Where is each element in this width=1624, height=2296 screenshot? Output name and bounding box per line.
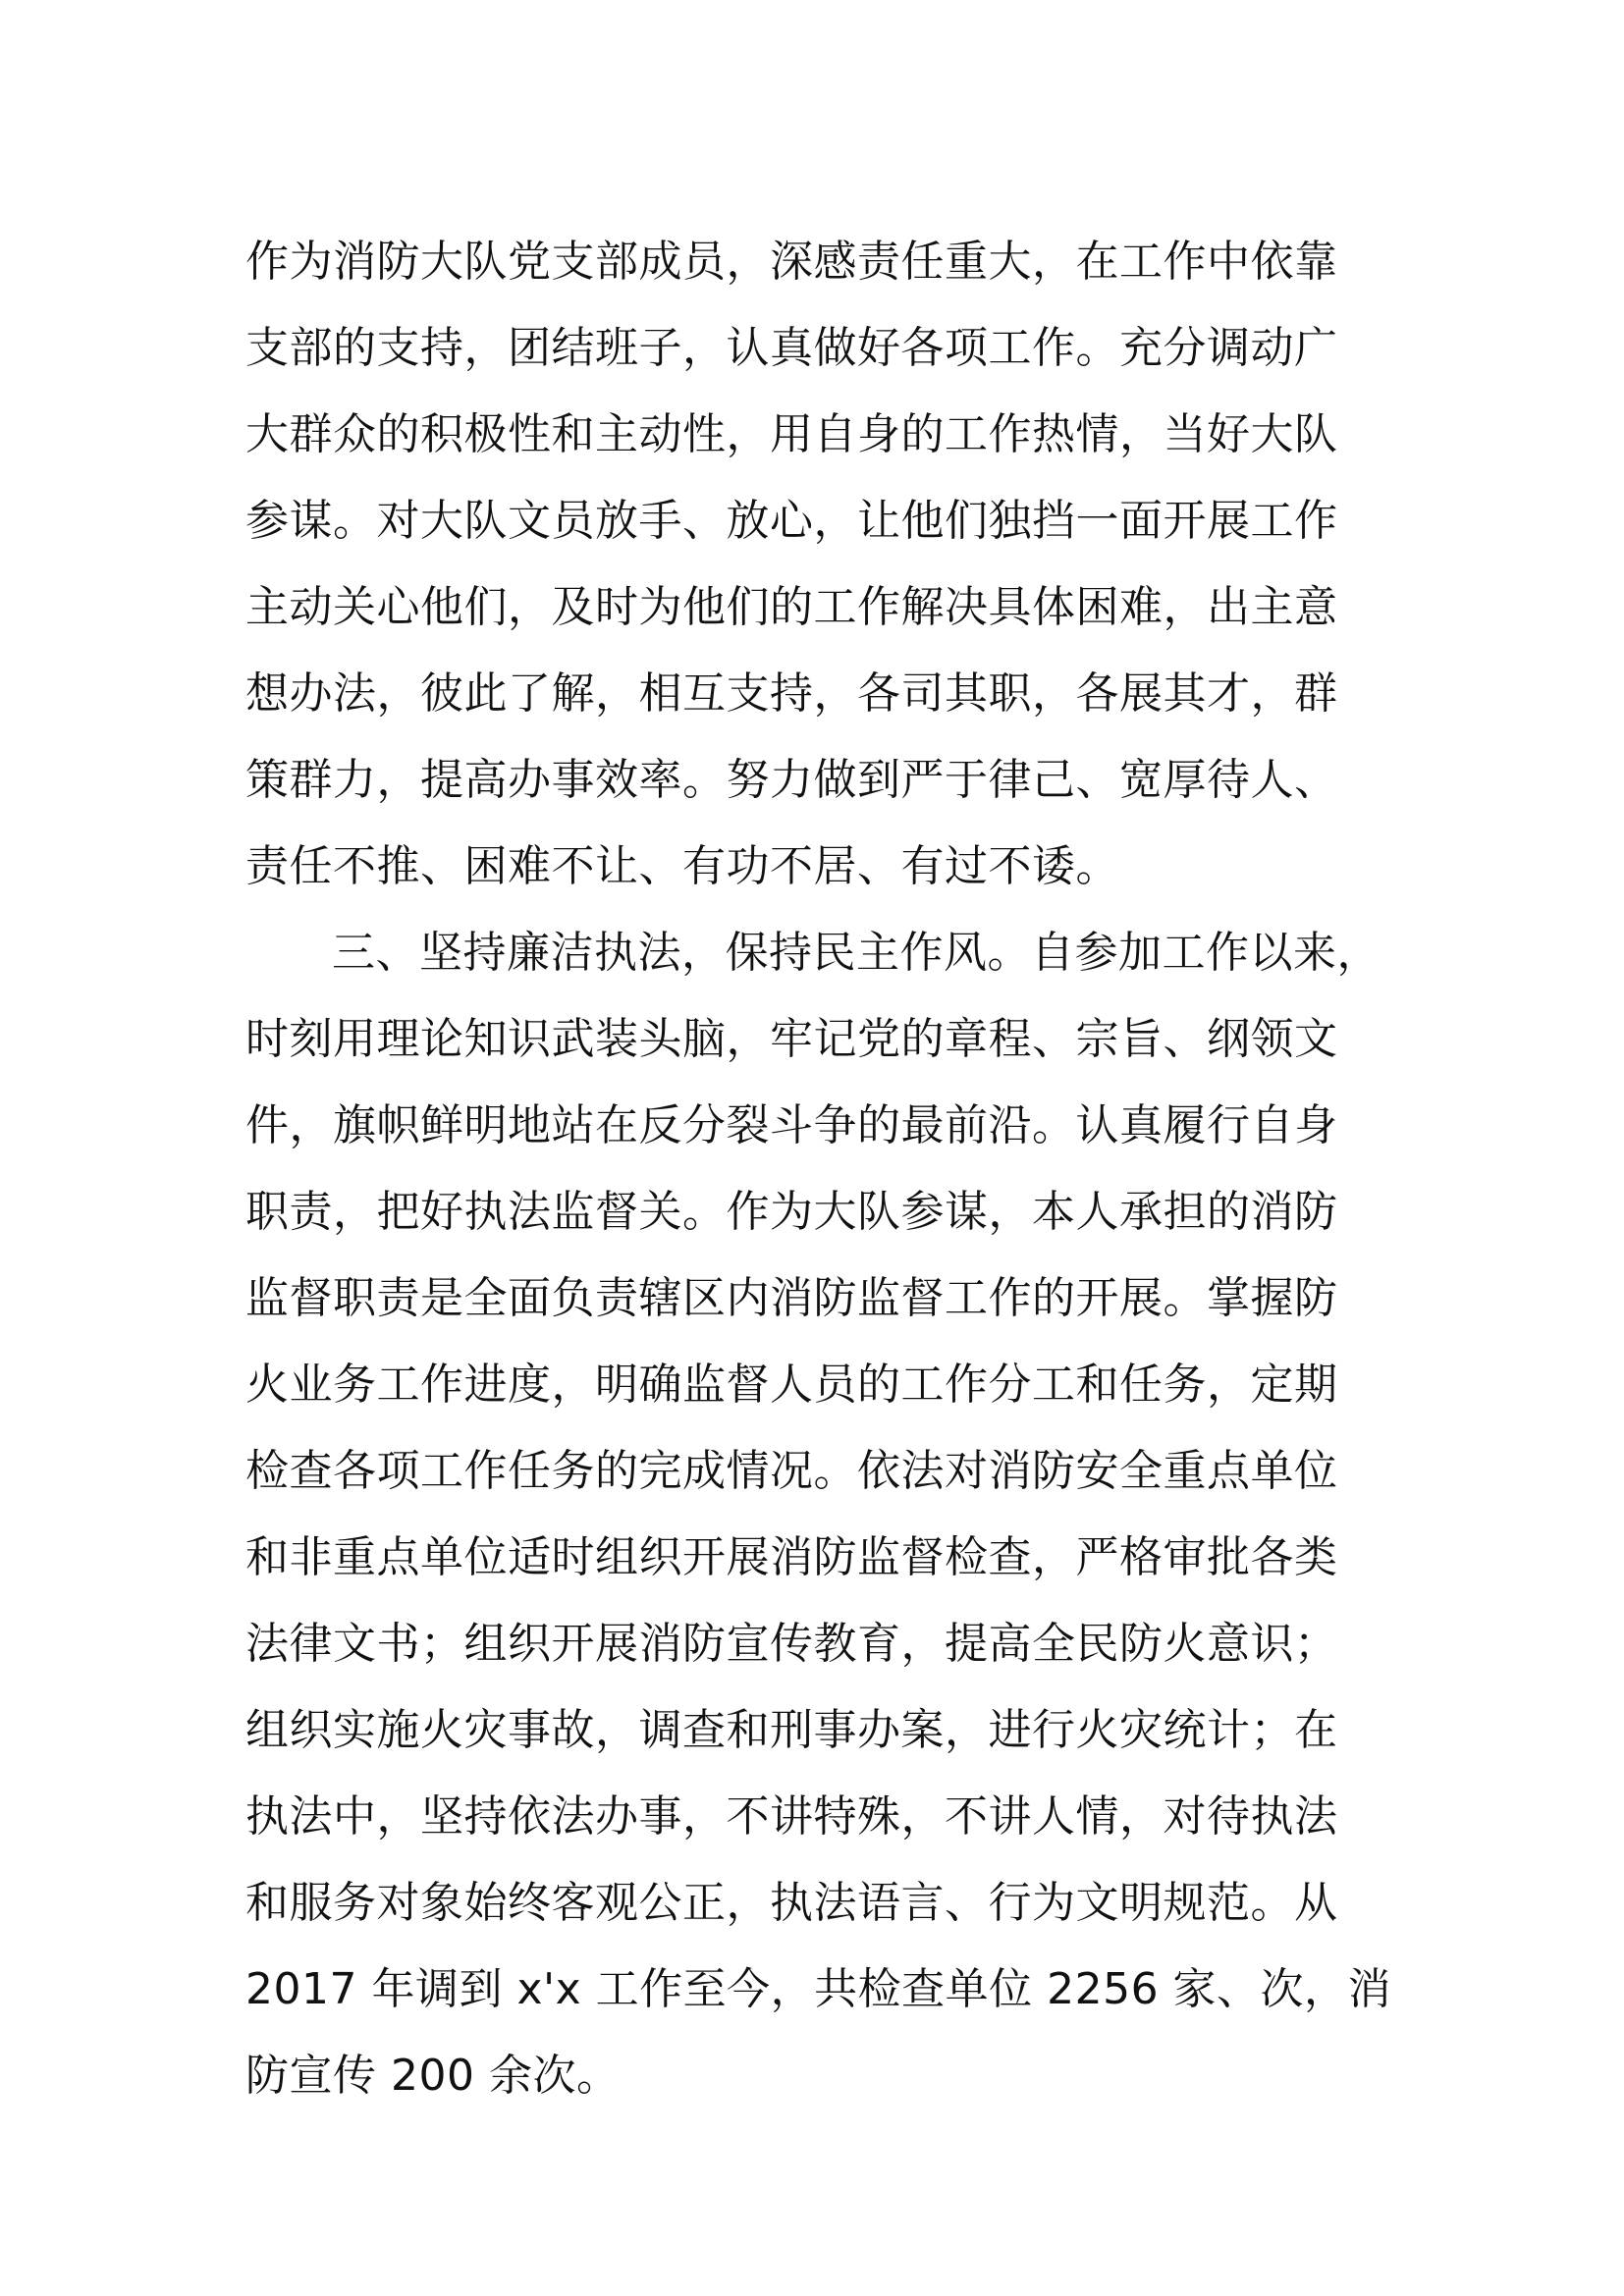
text-line: 件，旗帜鲜明地站在反分裂斗争的最前沿。认真履行自身 [245, 1100, 1338, 1150]
text-line: 组织实施火灾事故，调查和刑事办案，进行火灾统计；在 [245, 1705, 1338, 1755]
text-line: 责任不推、困难不让、有功不居、有过不诿。 [245, 841, 1119, 891]
text-line: 作为消防大队党支部成员，深感责任重大，在工作中依靠 [245, 237, 1338, 287]
text-line: 策群力，提高办事效率。努力做到严于律己、宽厚待人、 [245, 755, 1338, 805]
text-line: 支部的支持，团结班子，认真做好各项工作。充分调动广 [245, 323, 1338, 373]
text-line: 防宣传 200 余次。 [245, 2051, 621, 2101]
text-line: 时刻用理论知识武装头脑，牢记党的章程、宗旨、纲领文 [245, 1014, 1338, 1064]
text-line: 主动关心他们，及时为他们的工作解决具体困难，出主意 [245, 582, 1338, 632]
text-line: 想办法，彼此了解，相互支持，各司其职，各展其才，群 [245, 668, 1338, 719]
text-line: 2017 年调到 x'x 工作至今，共检查单位 2256 家、次，消 [245, 1964, 1392, 2014]
text-line: 火业务工作进度，明确监督人员的工作分工和任务，定期 [245, 1360, 1338, 1410]
text-line: 和非重点单位适时组织开展消防监督检查，严格审批各类 [245, 1532, 1338, 1582]
text-line: 参谋。对大队文员放手、放心，让他们独挡一面开展工作 [245, 496, 1338, 546]
document-body [245, 219, 1394, 2119]
paragraph-clean-law-enforcement [245, 910, 1394, 2119]
text-line: 执法中，坚持依法办事，不讲特殊，不讲人情，对待执法 [245, 1791, 1338, 1842]
text-line: 职责，把好执法监督关。作为大队参谋，本人承担的消防 [245, 1187, 1338, 1237]
text-line: 检查各项工作任务的完成情况。依法对消防安全重点单位 [245, 1446, 1338, 1496]
paragraph-heading-line: 三、坚持廉洁执法，保持民主作风。自参加工作以来， [332, 928, 1380, 978]
text-line: 大群众的积极性和主动性，用自身的工作热情，当好大队 [245, 409, 1338, 459]
text-line: 法律文书；组织开展消防宣传教育，提高全民防火意识； [245, 1619, 1338, 1669]
paragraph-party-branch-work [245, 219, 1394, 910]
text-line: 和服务对象始终客观公正，执法语言、行为文明规范。从 [245, 1878, 1338, 1928]
text-line: 监督职责是全面负责辖区内消防监督工作的开展。掌握防 [245, 1273, 1338, 1323]
